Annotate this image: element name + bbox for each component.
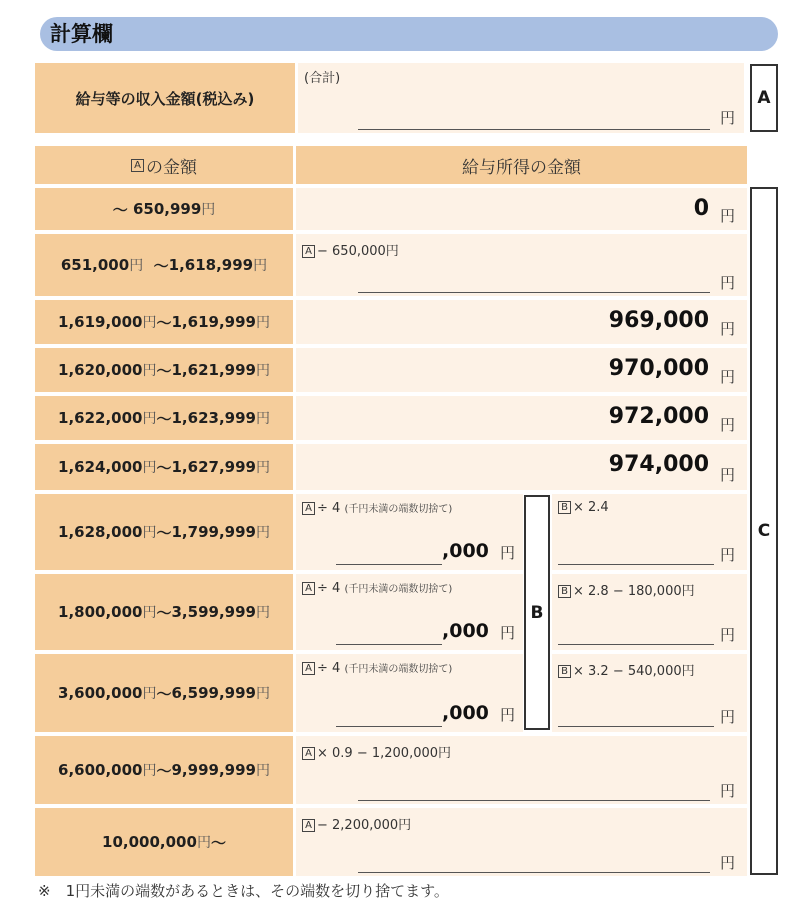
boxed-a-icon: A: [302, 819, 315, 832]
boxed-a-icon: A: [131, 159, 144, 172]
row-3-amount: 970,000: [608, 356, 709, 381]
row-6-b-input-line[interactable]: [558, 564, 714, 565]
boxed-a-icon: A: [302, 662, 315, 675]
row-1-value: A − 650,000円 円: [296, 234, 747, 296]
title-bar: [40, 17, 778, 51]
box-b: [524, 495, 550, 730]
row-0-value: 0 円: [296, 188, 747, 230]
row-10-value: A − 2,200,000円 円: [296, 808, 747, 876]
income-total-note: (合計): [304, 71, 341, 86]
row-8-div-input-line[interactable]: [336, 726, 442, 727]
boxed-a-icon: A: [302, 747, 315, 760]
boxed-b-icon: B: [558, 665, 571, 678]
row-6-div-formula: A ÷ 4 (千円未満の端数切捨て): [302, 500, 452, 516]
boxed-a-icon: A: [302, 502, 315, 515]
row-7-b-cell: B × 2.8 − 180,000円 円: [552, 574, 747, 650]
row-2-range: 1,619,000 円 〜 1,619,999 円: [35, 300, 293, 344]
income-unit: 円: [720, 109, 736, 127]
row-2-amount: 969,000: [608, 308, 709, 333]
row-8-range: 3,600,000 円 〜 6,599,999 円: [35, 654, 293, 732]
row-7-range: 1,800,000 円 〜 3,599,999 円: [35, 574, 293, 650]
header-amount-a-text: の金額: [146, 157, 197, 178]
row-4-range: 1,622,000 円 〜 1,623,999 円: [35, 396, 293, 440]
row-8-div-cell: A ÷ 4 (千円未満の端数切捨て) ,000 円: [296, 654, 523, 732]
box-a: [750, 64, 778, 132]
row-4-value: 972,000 円: [296, 396, 747, 440]
row-9-input-line[interactable]: [358, 800, 710, 801]
row-9-value: A × 0.9 − 1,200,000円 円: [296, 736, 747, 804]
row-9-range: 6,600,000 円 〜 9,999,999 円: [35, 736, 293, 804]
footnote: ※ 1円未満の端数があるときは、その端数を切り捨てます。: [38, 882, 449, 900]
row-7-b-formula: B × 2.8 − 180,000円: [558, 580, 695, 599]
row-6-div-input-line[interactable]: [336, 564, 442, 565]
row-1-formula: A − 650,000円: [302, 240, 399, 259]
row-8-b-formula: B × 3.2 − 540,000円: [558, 660, 695, 679]
box-b-label: B: [530, 602, 544, 623]
header-income-amount: [296, 146, 747, 184]
row-8-div-formula: A ÷ 4 (千円未満の端数切捨て): [302, 660, 452, 676]
income-input-line[interactable]: [358, 129, 710, 130]
row-6-div-cell: A ÷ 4 (千円未満の端数切捨て) ,000 円: [296, 494, 523, 570]
row-10-range: 10,000,000 円 〜: [35, 808, 293, 876]
box-c-label: C: [757, 521, 771, 541]
income-label-cell: [35, 63, 295, 133]
row-3-value: 970,000 円: [296, 348, 747, 392]
row-3-range: 1,620,000 円 〜 1,621,999 円: [35, 348, 293, 392]
row-5-amount: 974,000: [608, 452, 709, 477]
row-1-input-line[interactable]: [358, 292, 710, 293]
form-title: 計算欄: [50, 22, 113, 46]
boxed-a-icon: A: [302, 245, 315, 258]
row-7-div-result: ,000: [442, 620, 489, 642]
row-0-range: 〜 650,999 円: [35, 188, 293, 230]
boxed-b-icon: B: [558, 501, 571, 514]
income-value-cell: [298, 63, 744, 133]
row-7-div-input-line[interactable]: [336, 644, 442, 645]
box-a-label: A: [757, 88, 771, 108]
row-8-div-result: ,000: [442, 702, 489, 724]
header-amount-a: [35, 146, 293, 184]
boxed-a-icon: A: [302, 582, 315, 595]
row-7-b-input-line[interactable]: [558, 644, 714, 645]
row-7-div-formula: A ÷ 4 (千円未満の端数切捨て): [302, 580, 452, 596]
row-8-b-cell: B × 3.2 − 540,000円 円: [552, 654, 747, 732]
row-10-input-line[interactable]: [358, 872, 710, 873]
row-8-b-input-line[interactable]: [558, 726, 714, 727]
row-7-div-cell: A ÷ 4 (千円未満の端数切捨て) ,000 円: [296, 574, 523, 650]
box-c: [750, 187, 778, 875]
row-9-formula: A × 0.9 − 1,200,000円: [302, 742, 451, 761]
row-5-range: 1,624,000 円 〜 1,627,999 円: [35, 444, 293, 490]
row-6-div-result: ,000: [442, 540, 489, 562]
row-1-range: 651,000 円 〜 1,618,999 円: [35, 234, 293, 296]
row-2-value: 969,000 円: [296, 300, 747, 344]
row-6-b-cell: B × 2.4 円: [552, 494, 747, 570]
row-6-b-formula: B × 2.4: [558, 500, 609, 515]
row-6-range: 1,628,000 円 〜 1,799,999 円: [35, 494, 293, 570]
income-label: 給与等の収入金額(税込み): [75, 89, 255, 108]
row-0-amount: 0: [693, 196, 709, 221]
boxed-b-icon: B: [558, 585, 571, 598]
row-10-formula: A − 2,200,000円: [302, 814, 411, 833]
row-4-amount: 972,000: [608, 404, 709, 429]
row-5-value: 974,000 円: [296, 444, 747, 490]
header-income-amount-text: 給与所得の金額: [462, 157, 581, 178]
